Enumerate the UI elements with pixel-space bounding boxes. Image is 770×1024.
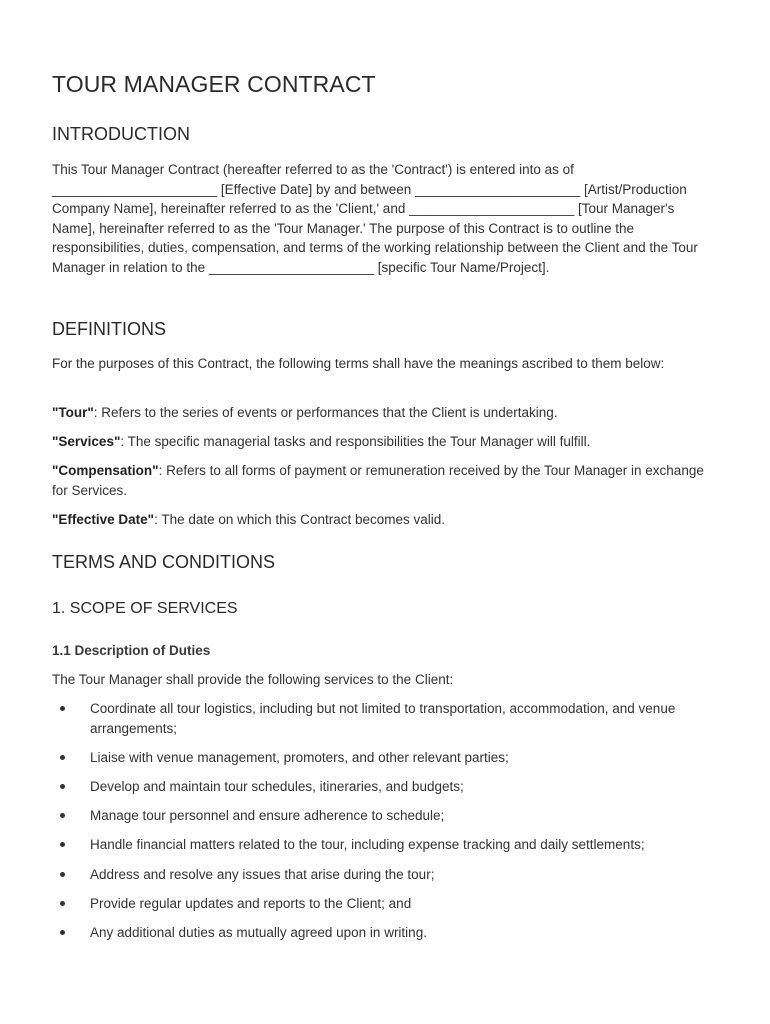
bullet-icon xyxy=(60,872,65,877)
bullet-icon xyxy=(60,842,65,847)
list-item xyxy=(52,923,720,943)
definition-text: : The specific managerial tasks and responsibilities the Tour Manager will fulfill. xyxy=(120,434,591,449)
definition-term: "Effective Date" xyxy=(52,512,155,527)
terms-heading: TERMS AND CONDITIONS xyxy=(52,552,276,572)
bullet-icon xyxy=(60,901,65,906)
definition-term: "Compensation" xyxy=(52,463,159,478)
list-item xyxy=(52,865,720,885)
list-item-text: Develop and maintain tour schedules, itineraries, and budgets; xyxy=(90,778,464,794)
introduction-heading: INTRODUCTION xyxy=(52,124,190,144)
list-item xyxy=(52,699,720,738)
list-item-text: Manage tour personnel and ensure adherence to schedule; xyxy=(90,808,445,824)
list-item xyxy=(52,748,720,768)
list-item xyxy=(52,806,720,826)
definition-effective-date xyxy=(52,510,720,530)
document-title: TOUR MANAGER CONTRACT xyxy=(52,71,376,97)
list-item-text: Handle financial matters related to the tour, including expense tracking and daily settlements; xyxy=(90,837,645,853)
duties-list xyxy=(52,699,720,952)
bullet-icon xyxy=(60,784,65,789)
definition-term: "Services" xyxy=(52,434,121,449)
list-item-text: Provide regular updates and reports to the Client; and xyxy=(90,895,412,911)
definition-text: : Refers to the series of events or performances that the Client is undertaking. xyxy=(93,405,558,420)
list-item xyxy=(52,835,720,855)
definition-text: : The date on which this Contract becomes valid. xyxy=(154,512,445,527)
definition-compensation xyxy=(52,461,720,500)
bullet-icon xyxy=(60,706,65,711)
list-item xyxy=(52,894,720,914)
bullet-icon xyxy=(60,813,65,818)
scope-of-services-heading: 1. SCOPE OF SERVICES xyxy=(52,600,238,617)
bullet-icon xyxy=(60,755,65,760)
definitions-intro: For the purposes of this Contract, the following terms shall have the meanings ascribed to them below: xyxy=(52,356,665,371)
definition-text: : Refers to all forms of payment or remuneration received by the Tour Manager in exchange for Services. xyxy=(52,463,704,498)
list-item-text: Coordinate all tour logistics, including but not limited to transportation, accommodation, and venue arrangements; xyxy=(90,701,676,736)
list-item-text: Address and resolve any issues that arise during the tour; xyxy=(90,866,435,882)
definition-tour xyxy=(52,403,720,423)
introduction-paragraph: This Tour Manager Contract (hereafter referred to as the 'Contract') is entered into as of ______________________ [Effective Date] by and between ______________________ [Artist/Production Company Name], hereinafter referred to as the 'Client,' and ______________________ [Tour Manager's Name], hereinafter referred to as the 'Tour Manager.' The purpose of this Contract is to outline the responsibilities, duties, compensation, and terms of the working relationship between the Client and the Tour Manager in relation to the ______________________ [specific Tour Name/Project]. xyxy=(52,162,698,275)
bullet-icon xyxy=(60,930,65,935)
description-of-duties-heading: 1.1 Description of Duties xyxy=(52,643,211,658)
definition-services xyxy=(52,432,720,452)
definitions-heading: DEFINITIONS xyxy=(52,319,167,339)
list-item-text: Any additional duties as mutually agreed upon in writing. xyxy=(90,924,427,940)
definition-term: "Tour" xyxy=(52,405,94,420)
list-item xyxy=(52,777,720,797)
list-item-text: Liaise with venue management, promoters, and other relevant parties; xyxy=(90,749,509,765)
duties-intro: The Tour Manager shall provide the following services to the Client: xyxy=(52,672,454,687)
